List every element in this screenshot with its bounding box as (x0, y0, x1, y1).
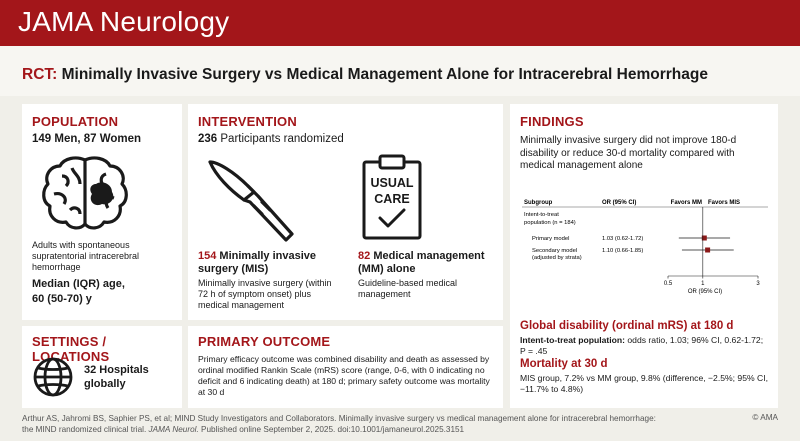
forest-row-label-sub: (adjusted by strata) (532, 255, 582, 261)
forest-tick-label: 3 (756, 281, 760, 287)
usual-care-label-1: USUAL (370, 176, 414, 190)
mm-count: 82 (358, 250, 371, 262)
participants-text: Participants randomized (220, 133, 344, 145)
participants-line (198, 133, 344, 145)
mm-label-line1: Medical management (373, 250, 485, 262)
population-heading: POPULATION (32, 114, 119, 129)
globe-icon (32, 356, 74, 398)
scalpel-icon (204, 154, 304, 244)
citation-line1: Arthur AS, Jahromi BS, Saphier PS, et al; MIND Study Investigators and Collaborators. Minimally invasive surgery vs medical management alone for intracerebral hemorrhage: (22, 414, 656, 423)
mis-label (198, 250, 348, 276)
forest-row-label: Secondary model (532, 248, 578, 254)
forest-col-or: OR (95% CI) (602, 200, 637, 206)
citation-line2b: Published online September 2, 2025. doi:10.1001/jamaneurol.2025.3151 (201, 425, 465, 434)
forest-col-subgroup: Subgroup (524, 200, 553, 206)
forest-tick-label: 0.5 (663, 281, 673, 287)
brain-icon (40, 154, 130, 234)
copyright: © AMA (752, 413, 778, 422)
mm-label (358, 250, 498, 276)
forest-row-label: Primary model (532, 236, 570, 242)
population-description: Adults with spontaneous supratentorial intracerebral hemorrhage (32, 240, 140, 272)
forest-group-label-1: Intent-to-treat (524, 212, 559, 218)
population-counts: 149 Men, 87 Women (32, 133, 142, 145)
primary-outcome-panel (188, 326, 503, 408)
mortality-text: MIS group, 7.2% vs MM group, 9.8% (difference, −2.5%; 95% CI, −11.7% to 4.8%) (520, 373, 768, 394)
intervention-heading: INTERVENTION (198, 114, 297, 129)
forest-rows (532, 236, 734, 262)
page-title (22, 66, 708, 84)
forest-favors-left: Favors MM (670, 200, 702, 206)
citation-line2a: the MIND randomized clinical trial. (22, 425, 147, 434)
global-disability-heading: Global disability (ordinal mRS) at 180 d (520, 320, 734, 332)
population-panel (22, 104, 182, 320)
global-disability-text (520, 335, 770, 357)
forest-axis-label: OR (95% CI) (687, 289, 723, 295)
footer (0, 410, 800, 441)
journal-header (0, 0, 800, 46)
journal-name: JAMA Neurology (18, 6, 230, 37)
findings-heading: FINDINGS (520, 114, 584, 129)
primary-outcome-text: Primary efficacy outcome was combined disability and death as assessed by ordinal modified Rankin Scale (mRS) score (range, 0-6, with 0 indicating no deficit and 6 indicating death) at 180 d; primary safety outcome was mortality at 30 d (198, 354, 490, 397)
title-band (0, 46, 800, 96)
hospitals-count: 32 Hospitals (84, 364, 149, 376)
forest-plot (520, 194, 770, 299)
settings-panel (22, 326, 182, 408)
mis-group (198, 250, 348, 311)
findings-summary: Minimally invasive surgery did not improve 180-d disability or reduce 30-d mortality compared with medical management alone (520, 135, 737, 171)
forest-row-or: 1.10 (0.66-1.85) (602, 248, 644, 254)
hospitals-scope: globally (84, 378, 126, 390)
settings-heading: SETTINGS / LOCATIONS (32, 334, 110, 364)
mm-group (358, 250, 498, 300)
intervention-panel (188, 104, 503, 320)
usual-care-label-2: CARE (374, 192, 410, 206)
forest-favors-right: Favors MIS (708, 200, 741, 206)
forest-tick-label: 1 (701, 281, 705, 287)
title-text: Minimally Invasive Surgery vs Medical Management Alone for Intracerebral Hemorrhage (61, 66, 708, 83)
forest-group-label-2: population (n = 184) (524, 220, 576, 226)
primary-outcome-heading: PRIMARY OUTCOME (198, 334, 331, 349)
mis-description: Minimally invasive surgery (within 72 h of symptom onset) plus medical management (198, 278, 332, 310)
citation (22, 413, 722, 435)
global-disability-bold: Intent-to-treat population: (520, 335, 626, 345)
participants-count: 236 (198, 133, 218, 145)
mm-description: Guideline-based medical management (358, 278, 458, 299)
forest-point-marker (705, 248, 710, 253)
forest-axis-ticks (664, 276, 761, 287)
mm-label-line2: (MM) alone (358, 263, 416, 275)
forest-row-or: 1.03 (0.62-1.72) (602, 236, 644, 242)
findings-panel (510, 104, 778, 408)
mortality-heading: Mortality at 30 d (520, 358, 608, 370)
title-prefix: RCT: (22, 66, 58, 83)
median-age-line1: Median (IQR) age, (32, 278, 125, 290)
mis-label-line2: surgery (MIS) (198, 263, 269, 275)
global-disability-value: odds ratio, 1.03; 96% CI, 0.62-1.72; P = .45 (520, 335, 764, 356)
citation-journal: JAMA Neurol. (148, 425, 199, 434)
median-age-line2: 60 (50-70) y (32, 293, 92, 305)
mis-count: 154 (198, 250, 217, 262)
mis-label-line1: Minimally invasive (219, 250, 317, 262)
